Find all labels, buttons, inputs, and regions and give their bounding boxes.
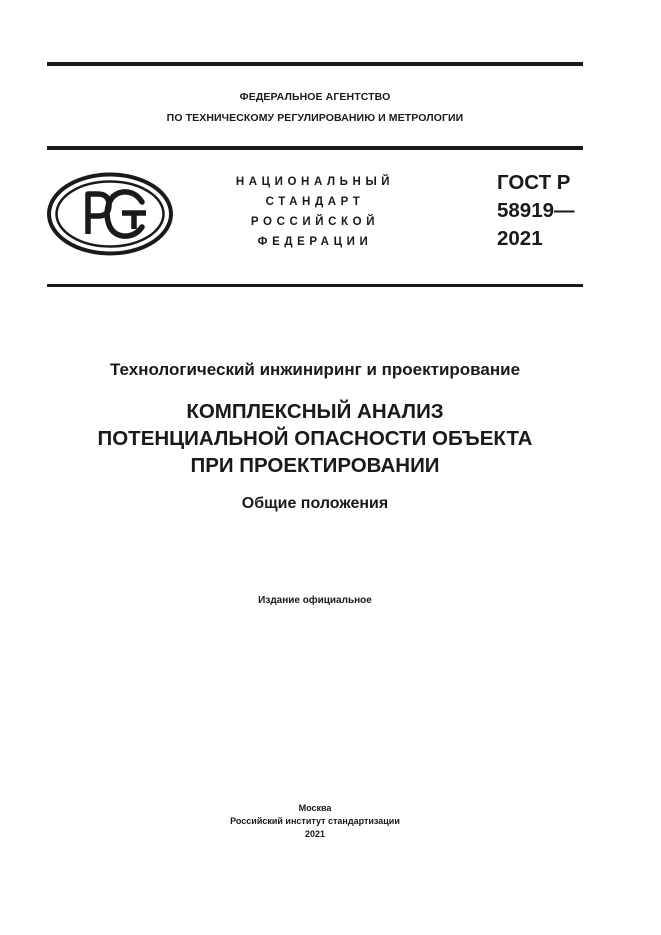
standard-designation [497,169,575,253]
designation-line-3: 2021 [497,227,543,250]
series-title: Технологический инжиниринг и проектирование [109,360,521,379]
rst-mark-icon [46,172,174,256]
national-line-1: НАЦИОНАЛЬНЫЙ [235,176,395,188]
title-line-1: КОМПЛЕКСНЫЙ АНАЛИЗ [186,400,444,423]
header-rule [47,146,583,150]
designation-line-1: ГОСТ Р [497,171,571,194]
national-line-2: СТАНДАРТ [265,196,365,208]
edition-note: Издание официальное [258,595,372,606]
title-line-3: ПРИ ПРОЕКТИРОВАНИИ [190,454,440,477]
imprint-year: 2021 [304,829,326,839]
document-title [47,398,583,479]
header-bottom-rule [47,284,583,287]
national-line-4: ФЕДЕРАЦИИ [257,236,373,248]
imprint [47,802,583,841]
national-line-3: РОССИЙСКОЙ [250,216,380,228]
title-line-2: ПОТЕНЦИАЛЬНОЙ ОПАСНОСТИ ОБЪЕКТА [97,427,533,450]
agency-line-1: ФЕДЕРАЛЬНОЕ АГЕНТСТВО [239,91,391,103]
designation-line-2: 58919— [497,199,575,222]
agency-line-2: ПО ТЕХНИЧЕСКОМУ РЕГУЛИРОВАНИЮ И МЕТРОЛОГИИ [166,112,464,124]
top-rule [47,62,583,66]
national-standard-block [205,172,425,252]
imprint-city: Москва [298,803,332,813]
imprint-publisher: Российский институт стандартизации [230,816,400,826]
document-subtitle: Общие положения [241,495,389,512]
